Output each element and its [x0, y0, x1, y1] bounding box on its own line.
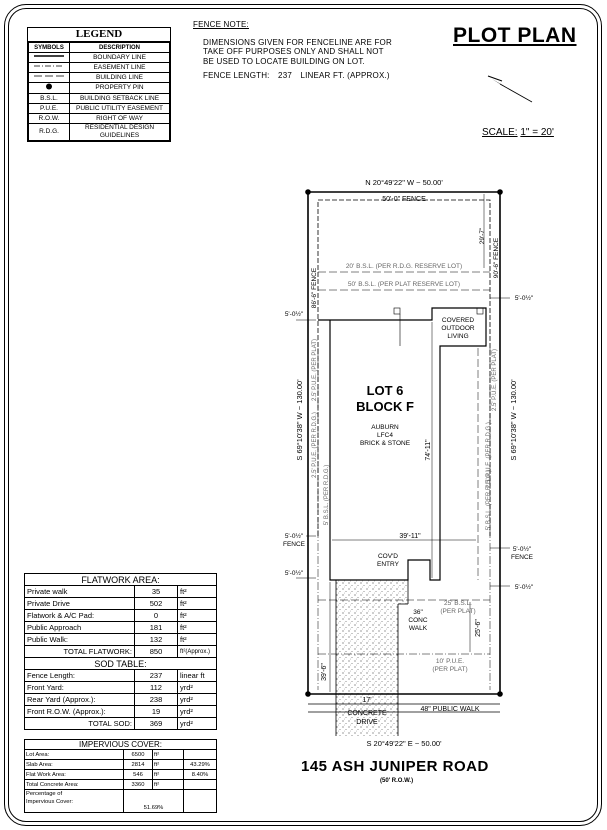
walk-label: CONC	[408, 617, 428, 624]
legend-symbol: R.O.W.	[29, 114, 70, 124]
table-row	[25, 706, 217, 718]
row-value: 132	[135, 634, 178, 646]
row-unit: ft²	[153, 750, 184, 760]
row-unit: yrd²	[178, 694, 217, 706]
setback-left-bottom: 5'-0½"	[284, 570, 304, 577]
row-value: 112	[135, 682, 178, 694]
lot-label: LOT 6	[366, 383, 404, 398]
setback-right-top: 5'-0½"	[514, 295, 534, 302]
legend-desc: RIGHT OF WAY	[70, 114, 170, 124]
walk-label: WALK	[408, 625, 428, 632]
legend-symbol: B.S.L.	[29, 94, 70, 104]
table-row	[25, 634, 217, 646]
drive-width-label: 17'	[362, 697, 372, 704]
north-bearing-label: N 20°49'22" W ~ 50.00'	[365, 178, 443, 187]
legend-header-symbols: SYMBOLS	[29, 43, 70, 53]
table-row	[25, 760, 217, 770]
table-row	[25, 622, 217, 634]
entry-label: ENTRY	[377, 561, 399, 568]
total-unit: ft²(Approx.)	[178, 646, 217, 658]
plan-name: AUBURN	[371, 424, 399, 431]
row-value: 546	[124, 770, 153, 780]
pue-right-1: 2.5' P.U.E. (PER PLAT)	[492, 349, 498, 411]
setback-left-top: 5'-0½"	[284, 311, 304, 318]
table-row	[25, 586, 217, 598]
table-row	[25, 694, 217, 706]
fence-note-heading: FENCE NOTE:	[193, 20, 249, 29]
row-label: Front Yard:	[25, 682, 135, 694]
table-row	[25, 682, 217, 694]
total-label: TOTAL FLATWORK:	[25, 646, 135, 658]
row-label: Flat Work Area:	[25, 770, 124, 780]
post-marker	[394, 308, 400, 314]
block-label: BLOCK F	[356, 399, 414, 414]
plan-code: LFC4	[377, 432, 393, 439]
property-pin-icon	[497, 691, 503, 697]
table-row	[25, 646, 217, 658]
fence-note-line: BE USED TO LOCATE BUILDING ON LOT.	[203, 56, 365, 66]
front-dim-label: 25'-6"	[475, 619, 482, 637]
row-value: 35	[135, 586, 178, 598]
total-label: TOTAL SOD:	[25, 718, 135, 730]
row-pct	[184, 750, 217, 760]
pct-label	[25, 790, 124, 813]
table-row	[25, 790, 217, 813]
flatwork-sod-table	[24, 573, 217, 730]
legend-desc: BOUNDARY LINE	[70, 53, 170, 63]
legend-title: LEGEND	[28, 28, 170, 42]
setback-right-bottom: 5'-0½"	[514, 584, 534, 591]
fence-left-label: FENCE	[282, 541, 306, 548]
row-label: Slab Area:	[25, 760, 124, 770]
right-fence-label: 90'-6" FENCE	[493, 237, 500, 279]
fence-note-line: DIMENSIONS GIVEN FOR FENCELINE ARE FOR	[203, 37, 392, 47]
address: 145 ASH JUNIPER ROAD	[301, 758, 489, 775]
front-pue-label: 10' P.U.E.	[435, 658, 465, 665]
rear-offset-label: 29'-7"	[479, 227, 486, 245]
post-marker	[477, 308, 483, 314]
table-row	[25, 598, 217, 610]
front-bsl-label: (PER PLAT)	[440, 608, 476, 615]
table-row	[25, 718, 217, 730]
table-row	[25, 770, 217, 780]
fence-right-label: FENCE	[510, 554, 534, 561]
row-unit: yrd²	[178, 706, 217, 718]
pct-label-line: Percentage of	[26, 791, 63, 797]
row-value: 237	[135, 670, 178, 682]
table-row	[25, 750, 217, 760]
pct-value: 51.69%	[124, 790, 184, 813]
flatwork-title: FLATWORK AREA:	[25, 574, 217, 586]
legend-desc: BUILDING SETBACK LINE	[70, 94, 170, 104]
total-unit: yrd²	[178, 718, 217, 730]
pue-left-2: 2.5' P.U.E. (PER R.D.G.)	[312, 412, 318, 478]
legend-symbol: R.D.G.	[29, 124, 70, 141]
south-bearing-label: S 20°49'22" E ~ 50.00'	[366, 739, 442, 748]
bsl-right-label: 5' B.S.L. (PER R.D.G.)	[486, 469, 492, 531]
public-walk-label: 48" PUBLIC WALK	[420, 706, 480, 713]
material: BRICK & STONE	[359, 440, 411, 447]
west-bearing-label: S 69°10'38" W ~ 130.00'	[295, 379, 304, 461]
front-pue-label: (PER PLAT)	[432, 666, 468, 673]
legend-desc: PROPERTY PIN	[70, 83, 170, 94]
row-pct	[184, 780, 217, 790]
impervious-table	[24, 739, 217, 813]
row-pct: 8.40%	[184, 770, 217, 780]
row-label: Private Drive	[25, 598, 135, 610]
row-unit: ft²	[178, 622, 217, 634]
legend-symbol: P.U.E.	[29, 104, 70, 114]
walk-area	[398, 580, 408, 604]
row-note: (50' R.O.W.)	[380, 778, 414, 784]
sod-title: SOD TABLE:	[25, 658, 217, 670]
property-pin-icon	[305, 691, 311, 697]
row-unit: yrd²	[178, 682, 217, 694]
row-unit: ft²	[153, 780, 184, 790]
table-row	[25, 780, 217, 790]
row-label: Public Approach	[25, 622, 135, 634]
east-bearing-label: S 69°10'38" W ~ 130.00'	[509, 379, 518, 461]
property-pin-icon	[497, 189, 503, 195]
row-label: Flatwork & A/C Pad:	[25, 610, 135, 622]
table-row	[25, 610, 217, 622]
row-value: 6500	[124, 750, 153, 760]
legend-desc: BUILDING LINE	[70, 73, 170, 83]
drive-label: CONCRETE	[347, 710, 387, 717]
fence-right-dim: 5'-0½"	[512, 546, 532, 553]
drive-length-label: 39'-6"	[321, 663, 328, 681]
row-unit: ft²	[153, 760, 184, 770]
fence-line	[318, 200, 490, 536]
front-bsl-label: 25' B.S.L.	[444, 600, 472, 607]
impervious-title: IMPERVIOUS COVER:	[25, 740, 217, 750]
row-unit: ft²	[178, 598, 217, 610]
bsl-left-label: 5' B.S.L. (PER R.D.G.)	[324, 464, 330, 526]
legend-header-description: DESCRIPTION	[70, 43, 170, 53]
bsl-plat-label: 50' B.S.L. (PER PLAT RESERVE LOT)	[347, 281, 461, 288]
pct-label-line: Impervious Cover:	[26, 799, 74, 805]
row-value: 2814	[124, 760, 153, 770]
entry-label: COV'D	[377, 553, 399, 560]
total-value: 369	[135, 718, 178, 730]
covered-label: COVERED	[441, 317, 475, 324]
row-label: Public Walk:	[25, 634, 135, 646]
fence-length-unit: LINEAR FT. (APPROX.)	[300, 71, 390, 80]
pue-left-1: 2.5' P.U.E. (PER PLAT)	[312, 339, 318, 401]
scale-value: 1" = 20'	[520, 127, 554, 138]
row-value: 181	[135, 622, 178, 634]
row-pct: 43.29%	[184, 760, 217, 770]
row-label: Total Concrete Area:	[25, 780, 124, 790]
rear-fence-label: 50'-0" FENCE	[382, 196, 426, 203]
covered-label: OUTDOOR	[441, 325, 475, 332]
row-value: 238	[135, 694, 178, 706]
legend-desc: EASEMENT LINE	[70, 63, 170, 73]
row-value: 19	[135, 706, 178, 718]
left-fence-label: 86'-6" FENCE	[311, 267, 318, 309]
row-unit: ft²	[178, 610, 217, 622]
fence-note-line: TAKE OFF PURPOSES ONLY AND SHALL NOT	[203, 47, 384, 56]
drive-label: DRIVE	[356, 719, 378, 726]
table-row	[25, 670, 217, 682]
fence-length-value: 237	[278, 71, 292, 80]
width-label: 39'-11"	[399, 533, 421, 540]
row-unit: linear ft	[178, 670, 217, 682]
row-unit: ft²	[153, 770, 184, 780]
bsl-rdg-label: 20' B.S.L. (PER R.D.G. RESERVE LOT)	[345, 263, 463, 270]
property-pin-icon	[305, 189, 311, 195]
row-label: Fence Length:	[25, 670, 135, 682]
covered-label: LIVING	[447, 333, 469, 340]
row-unit: ft²	[178, 634, 217, 646]
pue-right-2: 2.5' P.U.E. (PER R.D.G.)	[486, 422, 492, 488]
page-title: PLOT PLAN	[453, 24, 577, 47]
row-label: Private walk	[25, 586, 135, 598]
row-label: Rear Yard (Approx.):	[25, 694, 135, 706]
depth-label: 74'-11"	[425, 439, 432, 461]
row-label: Lot Area:	[25, 750, 124, 760]
total-value: 850	[135, 646, 178, 658]
scale-label: SCALE:	[482, 127, 518, 138]
fence-length-label: FENCE LENGTH:	[203, 71, 270, 80]
walk-label: 36"	[413, 609, 423, 616]
concrete-drive-area	[336, 580, 398, 702]
row-unit: ft²	[178, 586, 217, 598]
legend-desc: RESIDENTIAL DESIGN GUIDELINES	[70, 124, 170, 141]
fence-left-dim: 5'-0½"	[284, 533, 304, 540]
legend-desc: PUBLIC UTILITY EASEMENT	[70, 104, 170, 114]
row-label: Front R.O.W. (Approx.):	[25, 706, 135, 718]
row-value: 3360	[124, 780, 153, 790]
row-value: 0	[135, 610, 178, 622]
row-value: 502	[135, 598, 178, 610]
